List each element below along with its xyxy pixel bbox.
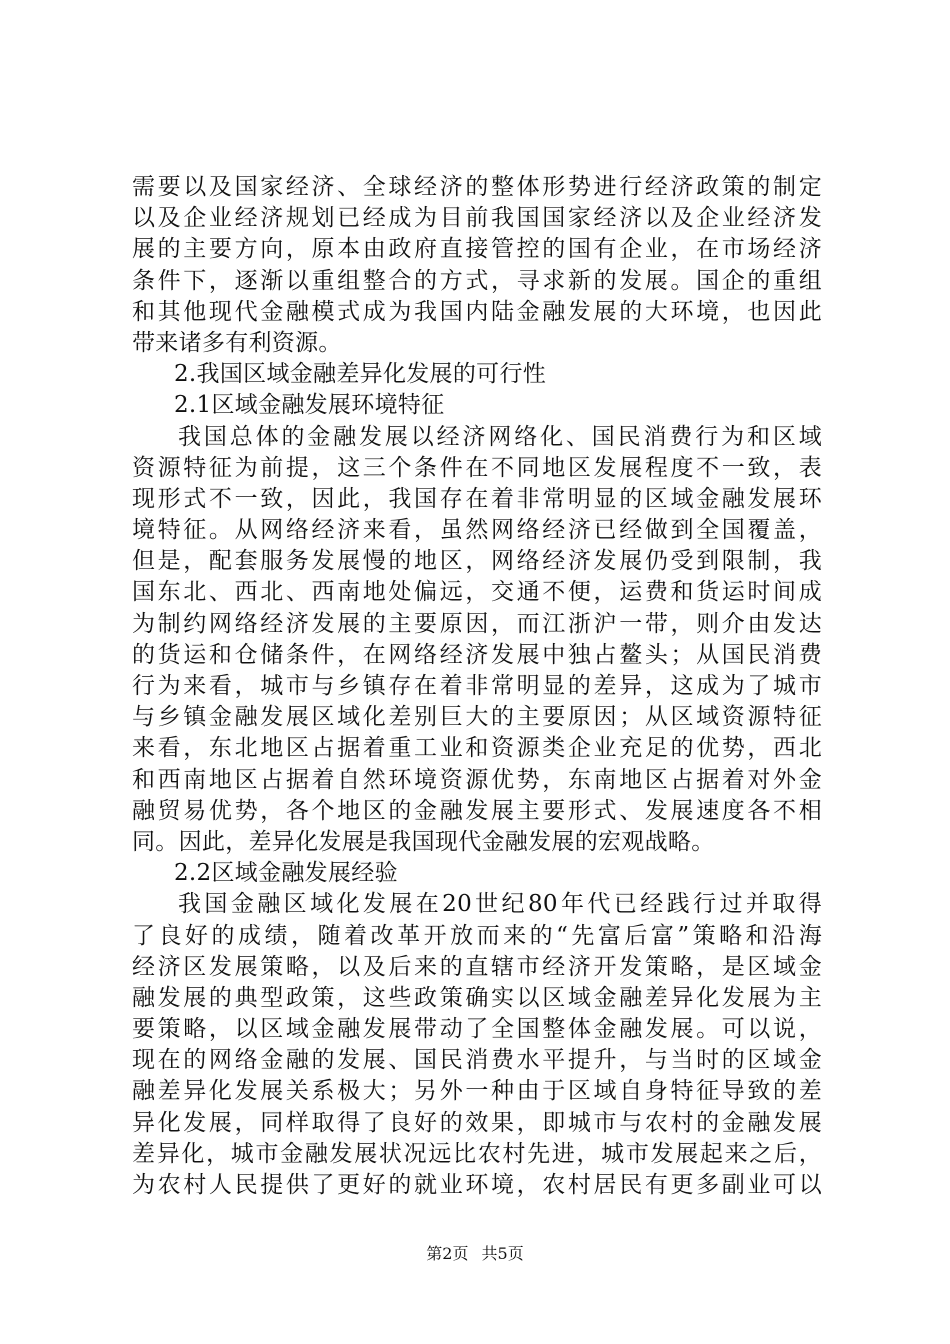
body-line: 现形式不一致，因此，我国存在着非常明显的区域金融发展环 <box>132 485 822 512</box>
body-line: 国东北、西北、西南地处偏远，交通不便，运费和货运时间成 <box>132 579 822 606</box>
subsection-heading: 2.1区域金融发展环境特征 <box>174 392 445 419</box>
body-line: 现在的网络金融的发展、国民消费水平提升，与当时的区域金 <box>132 1047 822 1074</box>
subsection-heading: 2.2区域金融发展经验 <box>174 860 398 887</box>
body-line: 要策略，以区域金融发展带动了全国整体金融发展。可以说， <box>132 1016 822 1043</box>
body-line: 境特征。从网络经济来看，虽然网络经济已经做到全国覆盖， <box>132 517 822 544</box>
body-line: 异化发展，同样取得了良好的效果，即城市与农村的金融发展 <box>132 1109 822 1136</box>
body-line: 和其他现代金融模式成为我国内陆金融发展的大环境，也因此 <box>132 298 822 325</box>
body-line: 融发展的典型政策，这些政策确实以区域金融差异化发展为主 <box>132 984 822 1011</box>
body-line: 行为来看，城市与乡镇存在着非常明显的差异，这成为了城市 <box>132 673 822 699</box>
body-line: 来看，东北地区占据着重工业和资源类企业充足的优势，西北 <box>132 735 822 762</box>
body-line: 为农村人民提供了更好的就业环境，农村居民有更多副业可以 <box>132 1172 822 1198</box>
body-line: 带来诸多有利资源。 <box>132 329 342 356</box>
section-heading: 2.我国区域金融差异化发展的可行性 <box>174 361 547 388</box>
document-body <box>132 172 822 1201</box>
body-line: 了良好的成绩，随着改革开放而来的“先富后富”策略和沿海 <box>132 922 822 949</box>
paragraph-first-line: 我国总体的金融发展以经济网络化、国民消费行为和区域 <box>178 423 822 450</box>
body-line: 经济区发展策略，以及后来的直辖市经济开发策略，是区域金 <box>132 953 822 980</box>
body-line: 的货运和仓储条件，在网络经济发展中独占鳌头；从国民消费 <box>132 641 822 668</box>
page-number: 第2页 <box>426 1244 469 1263</box>
body-line: 但是，配套服务发展慢的地区，网络经济发展仍受到限制，我 <box>132 548 822 575</box>
body-line: 资源特征为前提，这三个条件在不同地区发展程度不一致，表 <box>132 454 822 481</box>
body-line: 条件下，逐渐以重组整合的方式，寻求新的发展。国企的重组 <box>132 267 822 294</box>
body-line: 融贸易优势，各个地区的金融发展主要形式、发展速度各不相 <box>132 797 822 824</box>
page-total: 共5页 <box>481 1244 524 1263</box>
paragraph-first-line: 我国金融区域化发展在20世纪80年代已经践行过并取得 <box>178 891 822 918</box>
body-line: 与乡镇金融发展区域化差别巨大的主要原因；从区域资源特征 <box>132 704 822 731</box>
body-line: 需要以及国家经济、全球经济的整体形势进行经济政策的制定 <box>132 174 822 200</box>
page-footer <box>0 1244 950 1264</box>
body-line: 展的主要方向，原本由政府直接管控的国有企业，在市场经济 <box>132 236 822 263</box>
body-line: 融差异化发展关系极大；另外一种由于区域自身特征导致的差 <box>132 1078 822 1105</box>
body-line: 以及企业经济规划已经成为目前我国国家经济以及企业经济发 <box>132 205 822 232</box>
body-line: 和西南地区占据着自然环境资源优势，东南地区占据着对外金 <box>132 766 822 793</box>
body-line: 为制约网络经济发展的主要原因，而江浙沪一带，则介由发达 <box>132 610 822 637</box>
body-line: 差异化，城市金融发展状况远比农村先进，城市发展起来之后， <box>132 1140 822 1167</box>
body-line: 同。因此，差异化发展是我国现代金融发展的宏观战略。 <box>132 828 715 855</box>
